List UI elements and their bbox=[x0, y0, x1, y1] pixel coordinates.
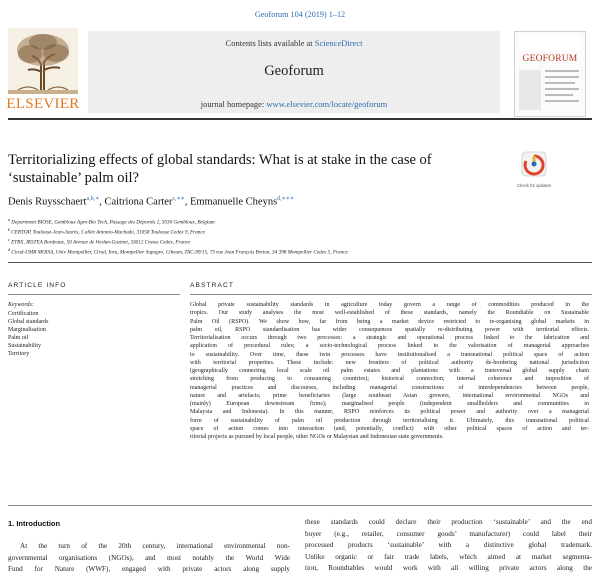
affiliation-mark: a bbox=[8, 217, 10, 222]
affiliation bbox=[8, 227, 205, 236]
intro-line: buyer (e.g., retailer, consumer goods’ manufacturer) could label their bbox=[305, 529, 592, 538]
intro-line: tion, Roundtables would work with all willing private actors along the bbox=[305, 564, 592, 572]
contents-prefix: Contents lists available at bbox=[225, 38, 315, 48]
abstract-line: with territorial properties. These include: new frontiers of political authority de-bordering national jurisdiction bbox=[190, 359, 589, 366]
author-marks[interactable]: a,b,∗ bbox=[86, 196, 100, 202]
intro-line: At the turn of the 20th century, international environmental non- bbox=[20, 542, 290, 550]
affiliation-text: Department BIOSE, Gembloux Agro-Bio Tech, Passage des Déportés 2, 5030 Gembloux, Belgium bbox=[11, 219, 215, 226]
affiliation-mark: c bbox=[8, 237, 10, 242]
author-name[interactable]: Caitriona Carter bbox=[104, 196, 173, 208]
intro-line: governmental organisations (NGOs), and most notably the World Wide bbox=[8, 553, 290, 562]
elsevier-wordmark: ELSEVIER bbox=[6, 96, 80, 112]
journal-title: Geoforum bbox=[264, 63, 324, 79]
author-separator: , bbox=[99, 196, 105, 208]
keyword: Marginalisation bbox=[8, 327, 46, 333]
keyword: Territory bbox=[8, 351, 30, 357]
header-rule bbox=[8, 118, 592, 120]
author-marks[interactable]: d,∗∗∗ bbox=[277, 196, 294, 202]
abstract-line: Global private sustainability standards in agriculture today govern a range of commodities produced in the bbox=[190, 302, 589, 308]
abstract-bottom-rule bbox=[8, 505, 592, 506]
abstract-line: to sustainability. Over time, these twin processes have institutionalised a transnational political space of action bbox=[190, 351, 589, 358]
abstract-line: space of action comes into interaction (and, potentially, conflict) with other political spaces of action and ter- bbox=[190, 425, 589, 432]
intro-line: processed products ‘sustainable’ with a distinctive global trademark. bbox=[305, 541, 592, 549]
abstract-line: nature and artefacts; prime beneficiaries (large southeast Asian growers, international environmental NGOs and bbox=[190, 392, 589, 399]
keywords-title: Keywords: bbox=[8, 302, 34, 308]
abstract-line: Palm Oil (RSPO). We show how, far from being a market device restricted to re-organising global markets in bbox=[190, 318, 589, 325]
author-name[interactable]: Emmanuelle Cheyns bbox=[189, 196, 278, 208]
abstract-line: form of sustainability of palm oil production through territorialising it. Ultimately, this transnational political bbox=[190, 417, 589, 424]
affiliation bbox=[8, 247, 348, 256]
author-marks[interactable]: c,∗∗ bbox=[172, 196, 185, 202]
abstract-line: (mainly) European downstream firms); marginalised people (independent smallholders and communities in bbox=[190, 401, 589, 407]
intro-line: Fund for Nature (WWF), engaged with private actors along supply bbox=[8, 565, 290, 573]
affiliation-text: Cirad-UMR MOISA, Univ Montpellier, Cirad, Inra, Montpellier Supagro, Ciheam, TAC-99/15, 73 rue Jean François Breton, 34 398 Montpellier Cedex 5, France bbox=[11, 249, 348, 256]
keyword: Palm oil bbox=[8, 335, 29, 341]
affiliation-mark: d bbox=[8, 247, 10, 252]
abstract-line: Territorialisation occurs through two processes: a strategic and operational process linked to the fabrication and bbox=[190, 335, 589, 341]
homepage-line bbox=[88, 99, 500, 109]
article-info-rule bbox=[8, 294, 180, 295]
abstract-line: tropics. Our study analyses the most well-established of these standards, namely the Roundtable on Sustainable bbox=[190, 310, 589, 317]
homepage-link[interactable]: www.elsevier.com/locate/geoforum bbox=[266, 99, 388, 109]
check-for-updates-label[interactable]: Check for updates bbox=[517, 183, 551, 188]
intro-line: these standards could declare their production ‘sustainable’ and the end bbox=[305, 518, 592, 526]
abstract-line: (geographically connecting local scale oil palm estates and plantations with a transversal global supply chain bbox=[190, 368, 589, 374]
contents-line bbox=[88, 38, 500, 48]
journal-cover-thumbnail[interactable] bbox=[514, 31, 586, 117]
affiliation bbox=[8, 237, 190, 246]
abstract-heading: ABSTRACT bbox=[190, 282, 234, 289]
article-title-line-2: ‘sustainable’ palm oil? bbox=[8, 170, 139, 186]
affiliation-text: CERTOP, Toulouse-Jean-Jaurès, 5 allée Antonio-Machado, 31058 Toulouse Cedex 9, France bbox=[11, 229, 205, 236]
keyword: Sustainability bbox=[8, 343, 41, 349]
author-name[interactable]: Denis Ruysschaert bbox=[8, 196, 87, 208]
abstract-line: application of procedural rules; a socio-technological process linked to the valorisation of managerial approaches bbox=[190, 343, 589, 350]
abstract-line: managerial practices and discourses, including managerial constructions of interdependencies between people, bbox=[190, 384, 589, 391]
abstract-line: stretching from producing to consuming countries); historical connection; internal coherence and imposition of bbox=[190, 376, 589, 383]
intro-left-column bbox=[8, 541, 290, 576]
article-info-heading: ARTICLE INFO bbox=[8, 282, 67, 289]
abstract-line: Malaysia and Indonesia). In this manner, RSPO reinforces its political power and authority over a managerial bbox=[190, 409, 589, 416]
intro-line: Unlike organic or fair trade labels, which aimed at market segmenta- bbox=[305, 552, 592, 561]
author-list bbox=[8, 195, 294, 208]
cover-title: GEOFORUM bbox=[522, 54, 578, 64]
journal-reference[interactable]: Geoforum 104 (2019) 1–12 bbox=[254, 10, 346, 19]
homepage-prefix: journal homepage: bbox=[200, 99, 267, 109]
sciencedirect-link[interactable]: ScienceDirect bbox=[314, 38, 363, 48]
affiliation bbox=[8, 217, 215, 226]
article-title-line-1: Territorializing effects of global standards: What is at stake in the case of bbox=[8, 152, 432, 168]
introduction-heading: 1. Introduction bbox=[8, 519, 61, 528]
affiliation-text: ETBX, IRSTEA Bordeaux, 50 Avenue de Verdun-Gazinet, 33612 Cestas Cedex, France bbox=[11, 239, 191, 246]
author-separator: , bbox=[184, 196, 190, 208]
abstract-line: ritorial projects as pursued by local people, other NGOs or Malaysian and Indonesian state governments. bbox=[190, 434, 444, 440]
keyword: Certification bbox=[8, 311, 39, 317]
affiliation-rule bbox=[8, 262, 592, 263]
abstract-body bbox=[190, 301, 589, 441]
intro-right-column bbox=[305, 517, 592, 575]
affiliation-mark: b bbox=[8, 227, 10, 232]
keyword: Global standards bbox=[8, 319, 49, 325]
abstract-line: palm oil, RSPO standardisation has wider consequences spatially re-distributing power with territorial effects. bbox=[190, 326, 589, 333]
cover-decoration bbox=[515, 32, 585, 116]
abstract-rule bbox=[190, 294, 592, 295]
